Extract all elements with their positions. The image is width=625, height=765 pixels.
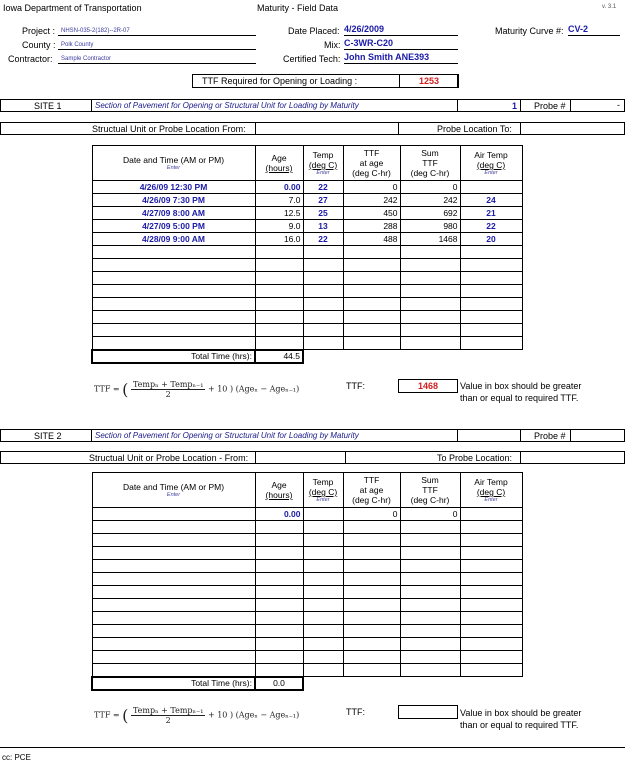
site2-divider-c	[520, 429, 521, 442]
site2-total-label: Total Time (hrs):	[92, 677, 255, 690]
cell-age	[255, 599, 303, 612]
col-air-temp-header: Air Temp (deg C) Enter	[460, 146, 522, 181]
cell-air-temp[interactable]: 21	[460, 207, 522, 220]
site2-divider-a	[91, 429, 92, 442]
cell-sum-ttf	[400, 272, 460, 285]
site2-probe-location-label: To Probe Location:	[437, 453, 513, 463]
site1-ttf-label: TTF:	[346, 381, 365, 391]
cell-temp[interactable]	[303, 547, 343, 560]
cell-air-temp[interactable]: 22	[460, 220, 522, 233]
cell-datetime[interactable]	[92, 259, 255, 272]
cell-sum-ttf: 692	[400, 207, 460, 220]
cell-air-temp[interactable]	[460, 612, 522, 625]
site2-body	[92, 508, 522, 677]
cell-sum-ttf	[400, 337, 460, 350]
cell-sum-ttf: 242	[400, 194, 460, 207]
cell-air-temp[interactable]	[460, 651, 522, 664]
certified-tech-label: Certified Tech:	[283, 54, 341, 64]
site1-struct-label: Structual Unit or Probe Location From:	[92, 124, 246, 134]
cell-age	[255, 625, 303, 638]
col-age-header: Age (hours)	[255, 473, 303, 508]
cell-temp[interactable]	[303, 508, 343, 521]
cell-datetime[interactable]	[92, 246, 255, 259]
table-row	[92, 625, 522, 638]
cell-datetime[interactable]	[92, 285, 255, 298]
site1-formula: TTF = ( $\frac{\text{Tempₙ + Tempₙ₋₁}}{2}$ + 10 ) (Ageₙ − Ageₙ₋₁)	[94, 380, 300, 399]
cell-datetime[interactable]: 4/27/09 5:00 PM	[92, 220, 255, 233]
table-row	[92, 664, 522, 677]
cell-temp[interactable]: 27	[303, 194, 343, 207]
cell-ttf-at-age	[343, 285, 400, 298]
col-air-temp-header: Air Temp (deg C) Enter	[460, 473, 522, 508]
cell-sum-ttf: 980	[400, 220, 460, 233]
site1-header-row	[92, 146, 522, 181]
cell-ttf-at-age	[343, 298, 400, 311]
cell-ttf-at-age	[343, 337, 400, 350]
site2-header-row	[92, 473, 522, 508]
version-label: v. 3.1	[602, 4, 617, 10]
ttf-required-box	[192, 74, 458, 88]
contractor-value: Sample Contractor	[61, 56, 112, 62]
date-placed-label: Date Placed:	[288, 26, 340, 36]
site1-total-label: Total Time (hrs):	[92, 350, 255, 363]
county-field[interactable]	[58, 38, 256, 50]
site1-total-value: 44.5	[255, 350, 303, 363]
cell-sum-ttf	[400, 664, 460, 677]
form-title: Maturity - Field Data	[257, 3, 339, 13]
cell-datetime[interactable]	[92, 664, 255, 677]
project-label: Project :	[22, 26, 56, 36]
cell-ttf-at-age: 288	[343, 220, 400, 233]
site2-label: SITE 2	[34, 431, 62, 441]
cell-air-temp[interactable]	[460, 625, 522, 638]
cell-age	[255, 246, 303, 259]
cell-age: 7.0	[255, 194, 303, 207]
site2-table	[91, 472, 523, 691]
mix-value[interactable]: C-3WR-C20	[344, 38, 458, 50]
cell-ttf-at-age	[343, 534, 400, 547]
cell-air-temp[interactable]	[460, 599, 522, 612]
cell-temp[interactable]	[303, 285, 343, 298]
cell-ttf-at-age	[343, 521, 400, 534]
site1-loc-divider-b	[398, 122, 399, 135]
site1-table	[91, 145, 523, 364]
cell-datetime[interactable]: 4/27/09 8:00 AM	[92, 207, 255, 220]
cell-age	[255, 521, 303, 534]
contractor-field[interactable]	[58, 52, 256, 64]
cell-temp[interactable]	[303, 311, 343, 324]
col-datetime-header: Date and Time (AM or PM) Enter	[92, 146, 255, 181]
col-ttf-age-header: TTF at age (deg C-hr)	[343, 146, 400, 181]
table-row	[92, 220, 522, 233]
cell-datetime[interactable]	[92, 311, 255, 324]
table-row	[92, 534, 522, 547]
table-row	[92, 272, 522, 285]
cell-sum-ttf	[400, 521, 460, 534]
cell-sum-ttf	[400, 612, 460, 625]
cell-temp[interactable]	[303, 638, 343, 651]
certified-tech-value[interactable]: John Smith ANE393	[344, 52, 458, 64]
cell-temp[interactable]	[303, 259, 343, 272]
cell-ttf-at-age	[343, 311, 400, 324]
cell-ttf-at-age: 0	[343, 508, 400, 521]
cell-age	[255, 324, 303, 337]
cell-datetime[interactable]	[92, 521, 255, 534]
site1-divider-a	[91, 99, 92, 112]
site1-location-from-input[interactable]	[256, 123, 398, 134]
cell-temp[interactable]	[303, 625, 343, 638]
cell-age: 12.5	[255, 207, 303, 220]
cell-datetime[interactable]	[92, 547, 255, 560]
cell-temp[interactable]: 25	[303, 207, 343, 220]
cell-air-temp[interactable]	[460, 246, 522, 259]
cell-ttf-at-age	[343, 573, 400, 586]
cell-age	[255, 547, 303, 560]
site2-loc-divider-b	[345, 451, 346, 464]
site1-probe-location-label: Probe Location To:	[437, 124, 512, 134]
table-row	[92, 181, 522, 194]
cell-datetime[interactable]	[92, 337, 255, 350]
cell-datetime[interactable]	[92, 534, 255, 547]
table-row	[92, 194, 522, 207]
mix-label: Mix:	[324, 40, 341, 50]
table-row	[92, 638, 522, 651]
site2-description[interactable]: Section of Pavement for Opening or Structural Unit for Loading by Maturity	[95, 431, 359, 440]
table-row	[92, 508, 522, 521]
cell-ttf-at-age	[343, 324, 400, 337]
site1-probe-value[interactable]: -	[617, 100, 620, 110]
cell-datetime[interactable]: 4/28/09 9:00 AM	[92, 233, 255, 246]
cell-sum-ttf	[400, 534, 460, 547]
cell-datetime[interactable]: 4/26/09 7:30 PM	[92, 194, 255, 207]
footer-text: cc: PCE	[2, 753, 31, 762]
cell-age: 0.00	[255, 508, 303, 521]
cell-ttf-at-age	[343, 625, 400, 638]
date-placed-value[interactable]: 4/26/2009	[344, 24, 458, 36]
site2-location-from-input[interactable]	[256, 452, 398, 463]
table-row	[92, 324, 522, 337]
cell-air-temp[interactable]	[460, 560, 522, 573]
cell-air-temp[interactable]	[460, 508, 522, 521]
cell-temp[interactable]	[303, 534, 343, 547]
cell-temp[interactable]	[303, 272, 343, 285]
table-row	[92, 337, 522, 350]
cell-ttf-at-age	[343, 560, 400, 573]
cell-age	[255, 272, 303, 285]
cell-sum-ttf	[400, 560, 460, 573]
col-temp-header: Temp (deg C) Enter	[303, 146, 343, 181]
cell-ttf-at-age: 488	[343, 233, 400, 246]
table-row	[92, 285, 522, 298]
cell-sum-ttf	[400, 638, 460, 651]
cell-air-temp[interactable]	[460, 181, 522, 194]
cell-temp[interactable]: 22	[303, 181, 343, 194]
cell-datetime[interactable]	[92, 586, 255, 599]
cell-ttf-at-age	[343, 638, 400, 651]
cell-sum-ttf	[400, 285, 460, 298]
site1-note: Value in box should be greater than or equal to required TTF.	[460, 381, 582, 403]
site1-probe-label: Probe #	[534, 101, 566, 111]
cell-temp[interactable]	[303, 573, 343, 586]
footer-rule	[0, 747, 625, 748]
cell-temp[interactable]	[303, 664, 343, 677]
cell-ttf-at-age: 450	[343, 207, 400, 220]
ttf-required-label: TTF Required for Opening or Loading :	[202, 76, 358, 86]
cell-ttf-at-age	[343, 272, 400, 285]
cell-temp[interactable]	[303, 599, 343, 612]
cell-datetime[interactable]	[92, 625, 255, 638]
cell-datetime[interactable]	[92, 272, 255, 285]
cell-age	[255, 664, 303, 677]
project-value: NHSN-035-2(182)--2R-07	[61, 28, 130, 34]
cell-ttf-at-age	[343, 586, 400, 599]
site1-body	[92, 181, 522, 350]
cell-air-temp[interactable]	[460, 534, 522, 547]
contractor-label: Contractor:	[8, 54, 53, 64]
cell-ttf-at-age	[343, 651, 400, 664]
cell-age: 9.0	[255, 220, 303, 233]
cell-sum-ttf	[400, 298, 460, 311]
cell-datetime[interactable]	[92, 599, 255, 612]
cell-datetime[interactable]	[92, 638, 255, 651]
org-title: Iowa Department of Transportation	[3, 3, 142, 13]
cell-datetime[interactable]	[92, 560, 255, 573]
cell-air-temp[interactable]: 24	[460, 194, 522, 207]
cell-temp[interactable]: 13	[303, 220, 343, 233]
cell-datetime[interactable]	[92, 573, 255, 586]
cell-air-temp[interactable]: 20	[460, 233, 522, 246]
site1-ttf-result[interactable]: 1468	[398, 379, 458, 393]
cell-age	[255, 311, 303, 324]
cell-datetime[interactable]	[92, 298, 255, 311]
cell-sum-ttf	[400, 573, 460, 586]
table-row	[92, 246, 522, 259]
table-row	[92, 298, 522, 311]
cell-temp[interactable]	[303, 298, 343, 311]
cell-temp[interactable]	[303, 324, 343, 337]
col-temp-header: Temp (deg C) Enter	[303, 473, 343, 508]
site2-probe-label: Probe #	[534, 431, 566, 441]
cell-age	[255, 612, 303, 625]
project-field[interactable]	[58, 24, 256, 36]
cell-air-temp[interactable]	[460, 337, 522, 350]
table-row	[92, 573, 522, 586]
col-sum-ttf-header: Sum TTF (deg C-hr)	[400, 146, 460, 181]
cell-datetime[interactable]	[92, 508, 255, 521]
cell-air-temp[interactable]	[460, 298, 522, 311]
table-row	[92, 586, 522, 599]
cell-age	[255, 573, 303, 586]
cell-air-temp[interactable]	[460, 324, 522, 337]
ttf-required-value[interactable]: 1253	[399, 74, 459, 88]
county-value: Polk County	[61, 42, 94, 48]
table-row	[92, 651, 522, 664]
cell-temp[interactable]	[303, 612, 343, 625]
site1-label: SITE 1	[34, 101, 62, 111]
cell-age	[255, 534, 303, 547]
cell-sum-ttf	[400, 625, 460, 638]
cell-age	[255, 560, 303, 573]
col-datetime-header: Date and Time (AM or PM) Enter	[92, 473, 255, 508]
cell-air-temp[interactable]	[460, 547, 522, 560]
maturity-curve-label: Maturity Curve #:	[495, 26, 564, 36]
cell-age	[255, 285, 303, 298]
cell-ttf-at-age	[343, 259, 400, 272]
cell-ttf-at-age	[343, 664, 400, 677]
site1-total-row	[92, 350, 522, 363]
site2-note: Value in box should be greater than or equal to required TTF.	[460, 708, 582, 730]
site1-divider-c	[520, 99, 521, 112]
cell-air-temp[interactable]	[460, 664, 522, 677]
cell-sum-ttf: 0	[400, 181, 460, 194]
table-row	[92, 547, 522, 560]
site1-divider-d	[570, 99, 571, 112]
cell-air-temp[interactable]	[460, 259, 522, 272]
cell-ttf-at-age	[343, 612, 400, 625]
cell-datetime[interactable]	[92, 324, 255, 337]
table-row	[92, 560, 522, 573]
site1-number[interactable]: 1	[512, 101, 518, 111]
cell-age	[255, 638, 303, 651]
cell-sum-ttf	[400, 586, 460, 599]
cell-sum-ttf	[400, 599, 460, 612]
cell-ttf-at-age	[343, 547, 400, 560]
cell-sum-ttf: 0	[400, 508, 460, 521]
col-age-header: Age (hours)	[255, 146, 303, 181]
cell-ttf-at-age	[343, 246, 400, 259]
cell-age	[255, 337, 303, 350]
site2-total-row	[92, 677, 522, 690]
table-row	[92, 311, 522, 324]
cell-age	[255, 586, 303, 599]
cell-sum-ttf	[400, 547, 460, 560]
site1-location-to-input[interactable]	[521, 123, 624, 134]
site2-divider-d	[570, 429, 571, 442]
cell-air-temp[interactable]	[460, 573, 522, 586]
cell-sum-ttf	[400, 651, 460, 664]
cell-datetime[interactable]	[92, 612, 255, 625]
cell-age	[255, 259, 303, 272]
table-row	[92, 599, 522, 612]
cell-datetime[interactable]	[92, 651, 255, 664]
cell-temp[interactable]	[303, 246, 343, 259]
cell-age: 0.00	[255, 181, 303, 194]
county-label: County :	[22, 40, 56, 50]
cell-age	[255, 298, 303, 311]
cell-ttf-at-age: 242	[343, 194, 400, 207]
table-row	[92, 207, 522, 220]
cell-sum-ttf	[400, 259, 460, 272]
cell-temp[interactable]: 22	[303, 233, 343, 246]
cell-temp[interactable]	[303, 521, 343, 534]
site2-divider-b	[457, 429, 458, 442]
cell-sum-ttf	[400, 246, 460, 259]
site1-description[interactable]: Section of Pavement for Opening or Structural Unit for Loading by Maturity	[95, 101, 359, 110]
cell-air-temp[interactable]	[460, 272, 522, 285]
cell-temp[interactable]	[303, 586, 343, 599]
cell-sum-ttf: 1468	[400, 233, 460, 246]
table-row	[92, 233, 522, 246]
cell-air-temp[interactable]	[460, 586, 522, 599]
site2-formula: TTF = ( $\frac{\text{Tempₙ + Tempₙ₋₁}}{2}$ + 10 ) (Ageₙ − Ageₙ₋₁)	[94, 706, 300, 725]
table-row	[92, 259, 522, 272]
site2-ttf-label: TTF:	[346, 707, 365, 717]
cell-air-temp[interactable]	[460, 521, 522, 534]
cell-ttf-at-age	[343, 599, 400, 612]
site1-divider-b	[457, 99, 458, 112]
cell-air-temp[interactable]	[460, 638, 522, 651]
site2-struct-label: Structual Unit or Probe Location - From:	[89, 453, 249, 463]
col-ttf-age-header: TTF at age (deg C-hr)	[343, 473, 400, 508]
cell-ttf-at-age: 0	[343, 181, 400, 194]
site2-location-to-input[interactable]	[521, 452, 624, 463]
site2-total-value: 0.0	[255, 677, 303, 690]
cell-temp[interactable]	[303, 651, 343, 664]
table-row	[92, 521, 522, 534]
cell-sum-ttf	[400, 324, 460, 337]
cell-age: 16.0	[255, 233, 303, 246]
cell-temp[interactable]	[303, 560, 343, 573]
cell-datetime[interactable]: 4/26/09 12:30 PM	[92, 181, 255, 194]
cell-age	[255, 651, 303, 664]
table-row	[92, 612, 522, 625]
cell-sum-ttf	[400, 311, 460, 324]
cell-air-temp[interactable]	[460, 311, 522, 324]
cell-air-temp[interactable]	[460, 285, 522, 298]
site2-ttf-result[interactable]	[398, 705, 458, 719]
col-sum-ttf-header: Sum TTF (deg C-hr)	[400, 473, 460, 508]
maturity-curve-value[interactable]: CV-2	[568, 24, 620, 36]
cell-temp[interactable]	[303, 337, 343, 350]
